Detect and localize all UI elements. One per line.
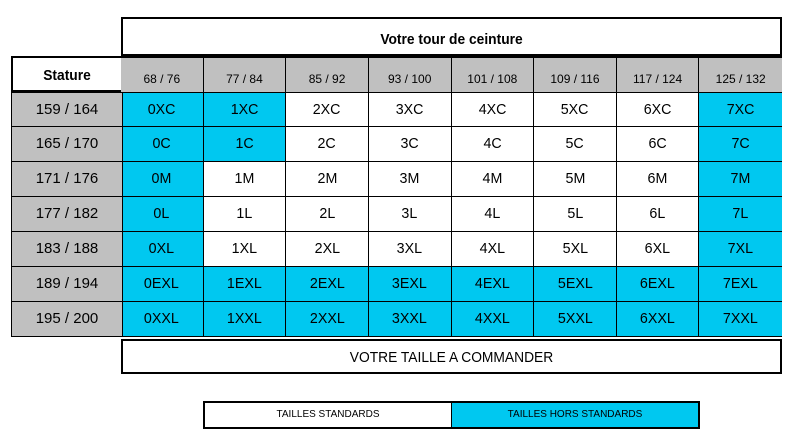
size-code: 2C	[317, 135, 337, 152]
size-code: 4M	[482, 170, 503, 187]
size-cell	[534, 267, 617, 302]
size-code: 6L	[649, 205, 666, 222]
size-cell	[286, 92, 369, 127]
size-code: 2XC	[313, 101, 341, 118]
size-code: 0EXL	[144, 275, 180, 292]
size-cell	[204, 197, 287, 232]
size-code: 2EXL	[309, 275, 345, 292]
size-cell	[369, 92, 452, 127]
size-code: 6C	[648, 135, 667, 152]
legend	[203, 401, 700, 429]
size-cell	[534, 197, 617, 232]
size-code: 7L	[732, 205, 749, 222]
size-cell	[121, 302, 204, 337]
size-cell	[286, 267, 369, 302]
size-cell	[699, 92, 782, 127]
size-code: 7XC	[726, 101, 755, 118]
size-grid	[121, 56, 782, 340]
stature-header: Stature	[43, 67, 91, 84]
size-cell	[452, 267, 535, 302]
waist-column-header: 68 / 76	[121, 56, 204, 92]
size-cell	[121, 127, 204, 162]
size-code: 5L	[567, 205, 583, 222]
size-code: 0XL	[149, 240, 175, 257]
size-code: 5EXL	[557, 275, 593, 292]
size-code: 6M	[647, 170, 668, 187]
size-code: 2L	[319, 205, 335, 222]
stature-row-label: 177 / 182	[11, 197, 123, 232]
legend-hors-standard: TAILLES HORS STANDARDS	[452, 403, 698, 427]
waist-column-header: 125 / 132	[699, 56, 782, 92]
size-cell	[286, 197, 369, 232]
size-cell	[121, 232, 204, 267]
stature-row-label: 165 / 170	[11, 127, 123, 162]
size-code: 7EXL	[723, 275, 759, 292]
size-cell	[369, 267, 452, 302]
order-size-footer-box	[121, 339, 782, 374]
legend-standard: TAILLES STANDARDS	[205, 403, 452, 427]
size-cell	[369, 127, 452, 162]
waist-column-header: 85 / 92	[286, 56, 369, 92]
size-code: 6XL	[644, 240, 671, 257]
stature-row-label: 195 / 200	[11, 302, 123, 337]
size-code: 0XXL	[144, 310, 180, 327]
size-cell	[204, 162, 287, 197]
waist-title-box	[121, 17, 782, 56]
size-code: 1EXL	[226, 275, 262, 292]
size-cell	[204, 302, 287, 337]
size-code: 3M	[399, 170, 420, 187]
size-cell	[369, 302, 452, 337]
size-cell	[534, 232, 617, 267]
size-code: 1XC	[230, 101, 259, 118]
waist-column-header: 101 / 108	[452, 56, 535, 92]
size-code: 7XXL	[723, 310, 759, 327]
stature-row-label: 171 / 176	[11, 162, 123, 197]
stature-column	[11, 92, 123, 340]
size-cell	[617, 302, 700, 337]
size-cell	[699, 127, 782, 162]
size-cell	[699, 267, 782, 302]
stature-row-label: 159 / 164	[11, 92, 123, 127]
size-code: 3XXL	[392, 310, 428, 327]
size-cell	[121, 162, 204, 197]
size-code: 5XL	[562, 240, 588, 257]
stature-header-box	[11, 56, 123, 92]
size-code: 6XXL	[640, 310, 675, 327]
size-cell	[617, 127, 700, 162]
size-cell	[617, 162, 700, 197]
size-cell	[534, 302, 617, 337]
size-code: 1XXL	[226, 310, 262, 327]
size-code: 2XL	[314, 240, 340, 257]
size-cell	[617, 197, 700, 232]
size-code: 4XC	[478, 101, 507, 118]
size-cell	[452, 92, 535, 127]
size-code: 1XL	[231, 240, 258, 257]
size-code: 1L	[236, 205, 253, 222]
size-code: 0M	[151, 170, 172, 187]
size-code: 4L	[484, 205, 501, 222]
size-cell	[534, 127, 617, 162]
size-cell	[121, 267, 204, 302]
size-cell	[699, 302, 782, 337]
waist-column-header: 93 / 100	[369, 56, 452, 92]
size-cell	[699, 162, 782, 197]
size-code: 4XXL	[474, 310, 510, 327]
size-code: 4C	[483, 135, 502, 152]
size-cell	[452, 197, 535, 232]
size-cell	[204, 267, 287, 302]
size-code: 7C	[731, 135, 750, 152]
order-size-footer: VOTRE TAILLE A COMMANDER	[349, 349, 554, 366]
size-code: 2M	[317, 170, 337, 187]
size-cell	[699, 232, 782, 267]
size-code: 7XL	[727, 240, 754, 257]
size-cell	[204, 92, 287, 127]
size-cell	[286, 127, 369, 162]
stature-row-label: 189 / 194	[11, 267, 123, 302]
size-code: 0C	[152, 135, 171, 152]
size-cell	[452, 127, 535, 162]
size-code: 5XXL	[557, 310, 593, 327]
waist-column-header: 109 / 116	[534, 56, 617, 92]
size-code: 7M	[730, 170, 751, 187]
size-code: 0XC	[147, 101, 176, 118]
waist-title: Votre tour de ceinture	[380, 31, 523, 48]
size-cell	[204, 127, 287, 162]
size-cell	[699, 197, 782, 232]
size-cell	[369, 197, 452, 232]
size-code: 2XXL	[309, 310, 345, 327]
size-cell	[617, 232, 700, 267]
size-code: 6EXL	[640, 275, 675, 292]
waist-column-header: 117 / 124	[617, 56, 700, 92]
size-cell	[534, 162, 617, 197]
size-cell	[286, 232, 369, 267]
size-cell	[617, 267, 700, 302]
size-cell	[452, 302, 535, 337]
size-code: 3L	[401, 205, 418, 222]
size-cell	[534, 92, 617, 127]
size-code: 0L	[153, 205, 170, 222]
size-code: 3XC	[395, 101, 424, 118]
size-cell	[617, 92, 700, 127]
size-code: 1M	[234, 170, 255, 187]
size-cell	[121, 92, 204, 127]
size-code: 6XC	[643, 101, 672, 118]
size-code: 1C	[235, 135, 254, 152]
size-cell	[121, 197, 204, 232]
size-code: 3C	[400, 135, 419, 152]
size-code: 5M	[565, 170, 585, 187]
size-code: 4XL	[479, 240, 505, 257]
size-code: 4EXL	[474, 275, 510, 292]
size-code: 3EXL	[392, 275, 428, 292]
size-code: 3XL	[396, 240, 423, 257]
size-cell	[204, 232, 287, 267]
size-cell	[286, 302, 369, 337]
size-cell	[286, 162, 369, 197]
size-cell	[452, 232, 535, 267]
size-code: 5XC	[561, 101, 589, 118]
size-cell	[452, 162, 535, 197]
stature-row-label: 183 / 188	[11, 232, 123, 267]
size-cell	[369, 162, 452, 197]
size-cell	[369, 232, 452, 267]
size-code: 5C	[565, 135, 585, 152]
waist-column-header: 77 / 84	[204, 56, 287, 92]
